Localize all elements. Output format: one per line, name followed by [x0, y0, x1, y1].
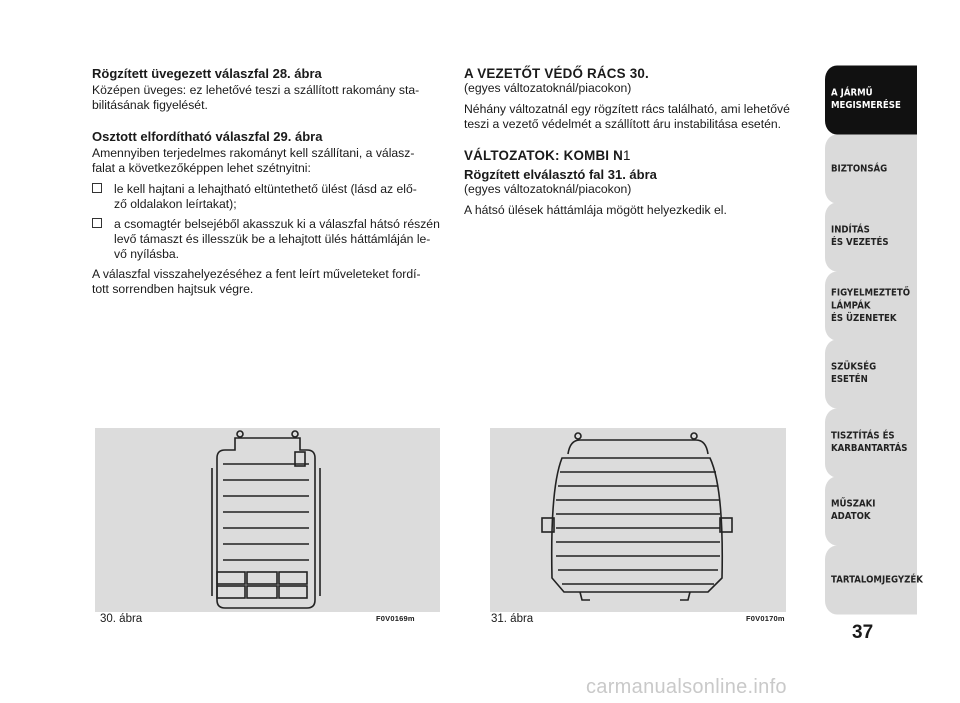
paragraph-glazed-partition: Középen üveges: ez lehetővé teszi a szállított rakomány sta- bilitásának figyelését.	[92, 83, 420, 112]
tab-technical-data[interactable]	[825, 477, 917, 546]
availability-note: (egyes változatoknál/piacokon)	[464, 81, 632, 95]
fixed-divider-grille-illustration	[490, 428, 786, 612]
list-item	[92, 217, 448, 262]
section-heading-split-partition: Osztott elfordítható válaszfal 29. ábra	[92, 129, 323, 144]
checkbox-bullet-icon	[92, 218, 102, 228]
list-item-text: le kell hajtani a lehajtható eltüntethető ülést (lásd az elő- ző oldalakon leírtakat);	[114, 182, 417, 211]
checkbox-bullet-icon	[92, 183, 102, 193]
section-heading-variants	[464, 148, 812, 163]
availability-note: (egyes változatoknál/piacokon)	[464, 182, 632, 196]
variants-title: VÁLTOZATOK: KOMBI N	[464, 148, 624, 163]
section-heading-driver-guard: A VEZETŐT VÉDŐ RÁCS 30.	[464, 66, 649, 81]
tab-safety[interactable]	[825, 134, 917, 203]
tab-emergency[interactable]	[825, 340, 917, 409]
variants-superscript: 1	[623, 148, 631, 163]
section-heading-fixed-glazed-partition: Rögzített üvegezett válaszfal 28. ábra	[92, 66, 322, 81]
right-column	[464, 66, 812, 224]
left-column	[92, 66, 448, 303]
chapter-tabs	[825, 70, 923, 618]
tab-maintenance[interactable]	[825, 408, 917, 477]
figure-31-caption: 31. ábra	[491, 613, 534, 625]
tab-label: FIGYELMEZTETŐ LÁMPÁK ÉS ÜZENETEK	[831, 286, 911, 324]
tab-label: MŰSZAKI ADATOK	[831, 498, 876, 523]
paragraph-driver-guard: Néhány változatnál egy rögzített rács található, ami lehetővé teszi a vezető védelmét a szállított áru instabilitása esetén.	[464, 102, 790, 131]
paragraph-split-partition: Amennyiben terjedelmes rakományt kell szállítani, a válasz- falat a következőképpen lehet szétnyitni:	[92, 146, 415, 175]
driver-guard-grille-illustration	[95, 428, 440, 612]
figure-31-code: F0V0170m	[746, 614, 785, 623]
tab-label: BIZTONSÁG	[831, 162, 888, 174]
tab-label: TARTALOMJEGYZÉK	[831, 573, 923, 585]
list-item-text: a csomagtér belsejéből akasszuk ki a válaszfal hátsó részén levő támaszt és illesszük be a lehajtott ülés háttámláján le- vő nyílásba.	[114, 217, 440, 261]
paragraph-reassembly: A válaszfal visszahelyezéséhez a fent leírt műveleteket fordí- tott sorrendben hajtsuk végre.	[92, 267, 421, 296]
tab-label: A JÁRMŰ MEGISMERÉSE	[831, 87, 901, 112]
section-heading-fixed-divider: Rögzített elválasztó fal 31. ábra	[464, 167, 657, 182]
tab-warning-lights[interactable]	[825, 271, 917, 340]
figure-30	[95, 428, 440, 612]
watermark: carmanualsonline.info	[586, 676, 787, 698]
list-item	[92, 182, 448, 212]
figure-30-code: F0V0169m	[376, 614, 415, 623]
tab-label: INDÍTÁS ÉS VEZETÉS	[831, 224, 889, 249]
paragraph-fixed-divider: A hátsó ülések háttámlája mögött helyezkedik el.	[464, 203, 727, 217]
tab-starting-driving[interactable]	[825, 203, 917, 272]
tab-label: SZÜKSÉG ESETÉN	[831, 361, 877, 386]
tab-vehicle-overview[interactable]	[825, 66, 917, 135]
figure-31	[490, 428, 786, 612]
tab-index[interactable]	[825, 545, 923, 614]
figure-30-caption: 30. ábra	[100, 613, 143, 625]
tab-label: TISZTÍTÁS ÉS KARBANTARTÁS	[831, 429, 908, 454]
page-number: 37	[852, 622, 874, 643]
